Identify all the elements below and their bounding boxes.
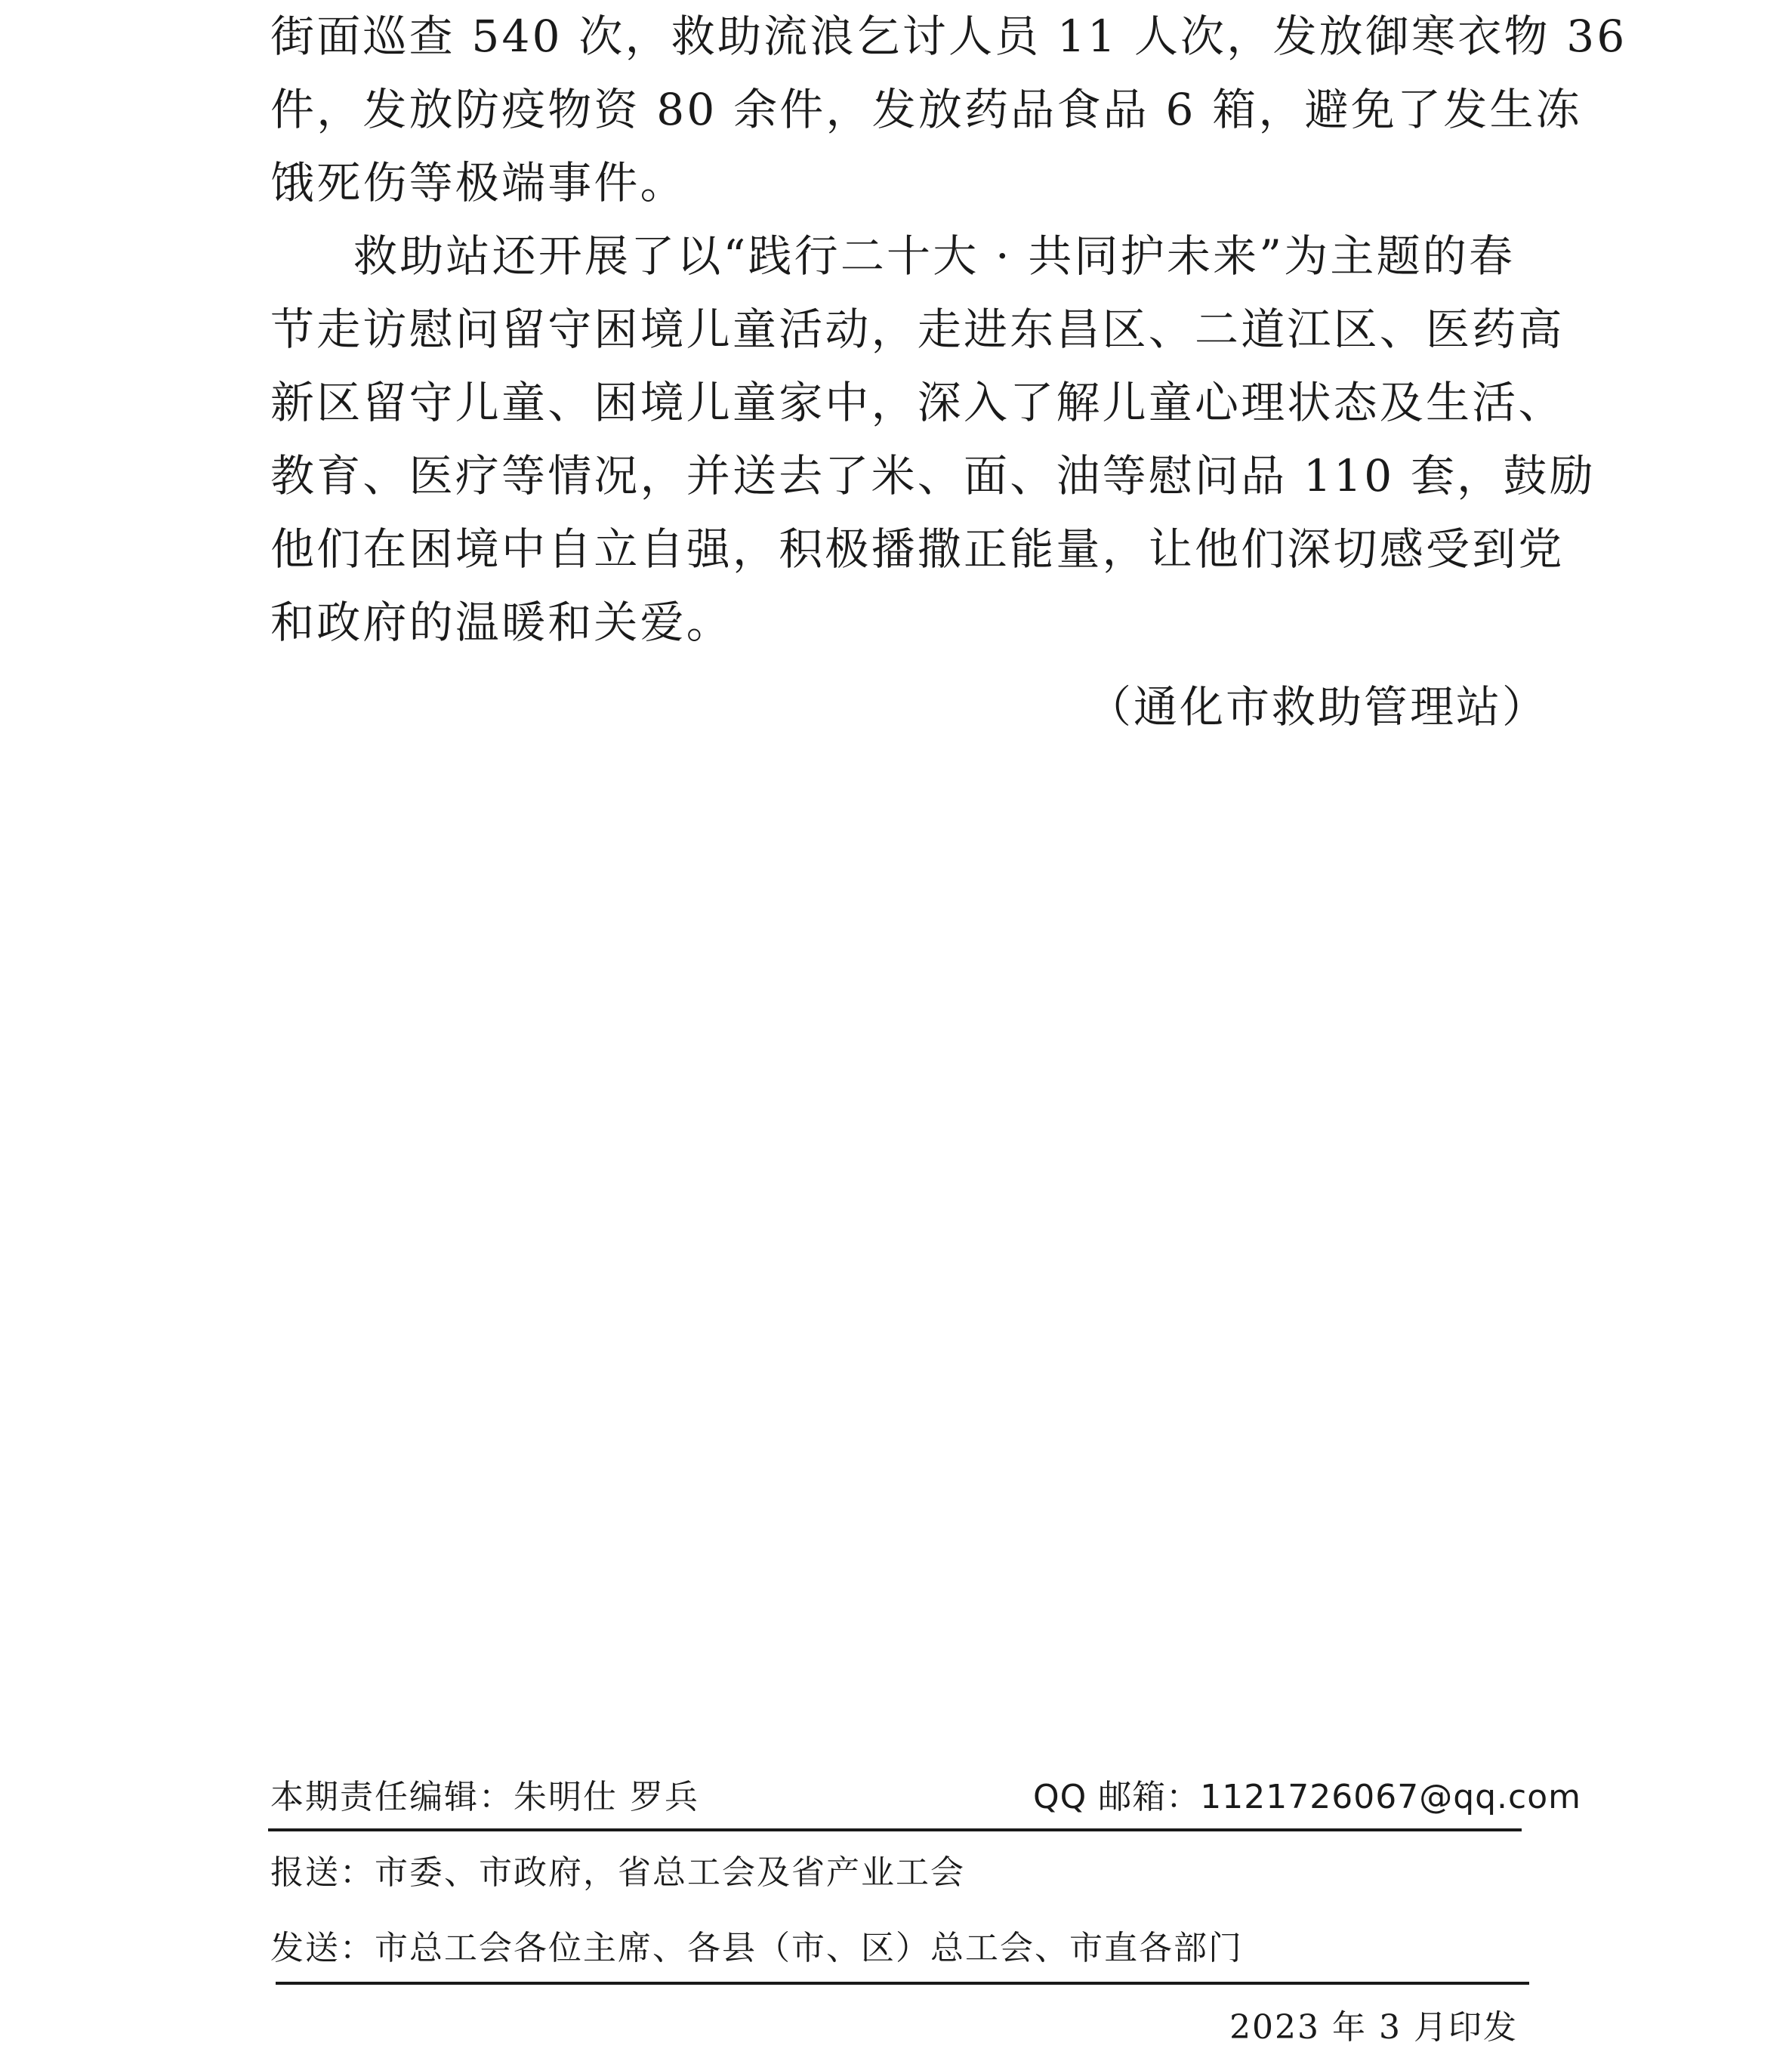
paragraph-2-line-5: 他们在困境中自立自强，积极播撒正能量，让他们深切感受到党: [270, 523, 1565, 575]
footer-divider-top: [268, 1828, 1522, 1831]
paragraph-1-line-1: 街面巡查 540 次，救助流浪乞讨人员 11 人次，发放御寒衣物 36: [270, 11, 1627, 62]
footer-report-to: 报送：市委、市政府，省总工会及省产业工会: [270, 1853, 965, 1892]
paragraph-2-line-6: 和政府的温暖和关爱。: [270, 597, 733, 648]
footer-send-to: 发送：市总工会各位主席、各县（市、区）总工会、市直各部门: [270, 1929, 1243, 1967]
footer-editor-row: [270, 1771, 1582, 1824]
paragraph-2-line-4: 教育、医疗等情况，并送去了米、面、油等慰问品 110 套，鼓励: [270, 450, 1596, 501]
article-body: [270, 0, 1627, 659]
paragraph-2-line-2: 节走访慰问留守困境儿童活动，走进东昌区、二道江区、医药高: [270, 304, 1565, 355]
paragraph-2-line-1: 救助站还开展了以“践行二十大 · 共同护未来”为主题的春: [353, 230, 1516, 282]
paragraph-1-line-2: 件，发放防疫物资 80 余件，发放药品食品 6 箱，避免了发生冻: [270, 84, 1582, 135]
article-signature: （通化市救助管理站）: [1087, 681, 1549, 733]
paragraph-1-line-3: 饿死伤等极端事件。: [270, 157, 686, 208]
footer-email: QQ 邮箱：1121726067@qq.com: [1033, 1778, 1582, 1816]
footer-print-date: 2023 年 3 月印发: [1229, 2008, 1518, 2047]
footer-divider-bottom: [276, 1982, 1529, 1985]
paragraph-2-line-3: 新区留守儿童、困境儿童家中，深入了解儿童心理状态及生活、: [270, 377, 1565, 428]
footer-editors: 本期责任编辑：朱明仕 罗兵: [270, 1778, 699, 1816]
